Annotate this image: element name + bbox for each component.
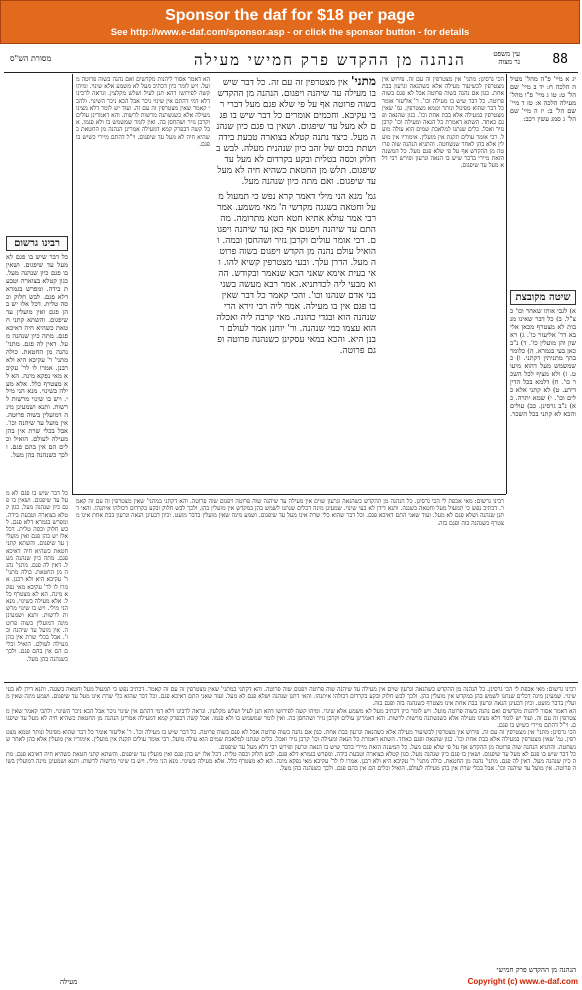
footer-label: הנהנה מן ההקדש פרק חמישי bbox=[496, 966, 576, 974]
ein-mishpat-column bbox=[510, 76, 576, 286]
sponsor-banner[interactable] bbox=[0, 0, 580, 44]
left-margin-column bbox=[6, 76, 68, 486]
bottom-commentary bbox=[6, 686, 576, 966]
lower-commentary bbox=[76, 498, 504, 678]
tosafot-column bbox=[76, 76, 210, 490]
rashi-column bbox=[382, 76, 504, 490]
shita-heading: שיטה מקובצת bbox=[510, 290, 576, 305]
left-margin-heading: רבינו גרשום bbox=[6, 236, 68, 251]
sponsor-subtitle[interactable]: See http://www.e-daf.com/sponsor.asp - or click the sponsor button - for details bbox=[110, 27, 470, 38]
gemara-text: גמ' מנא הני מילי דאמר קרא נפש כי תמעול מעל וחטאה בשגגה מקדשי ה' מאי משמע. אמר רבי אמר עולא אתיא חטא חטא מתרומה. מה התם עד שיהנה ויפגום אף כאן עד שיהנה ויפגום. רבי אומר עולים וקרבן נזיר ושהחסן ובמה. והואיל עולם נהנה מן הקדש ויפגום בשוה פרוטה מעל. הדרן עלך. ובעי מצטרפין קשיא להו. ואי בעית אימא שאני הכא שנאמר ובקודש. ההוא מבעי ליה לכדתניא. אמר רבא מעשה בשני בני אדם שנהנו וכו'. והכי קאמר כל דבר שאין בו פגם אין בו מעילה. אמר ליה רבי זירא הרי שנהנה הוא ובגדי כהונה. מאי קרבה ליה ואכלה הוא עצמו כמי שנהנה. ור' יוחנן אמר לעולם רבנן היא. והכא במאי עסקינן כשנהנה פרוטה ופגם פרוטה. bbox=[216, 192, 376, 356]
section-divider bbox=[72, 494, 506, 495]
running-head: הנהנה מן ההקדש פרק חמישי מעילה bbox=[194, 51, 466, 69]
mishnah-title: מתני' bbox=[350, 76, 376, 88]
ein-mishpat-text: יג א מיי' פ"ה מהל' מעילה הלכה ח: יד ב מיי' שם הל' ט: טו ג מיי' פ"ו מהל' מעילה הלכה א: טז ד מיי' שם הל' ב: יז ה מיי' שם הל' ג סמג עשין רכב: bbox=[510, 76, 576, 123]
left-lower-text: כל דבר שיש בו פגם לא מעל עד שיפגום. ושאין בו פגם כיון שנהנה מעל. כגון קטלא בצוארה וטבעת בידה. ומפרש בגמרא דלא פגם. לבש חלוק וכסה טלית. דכל אלו יש בהן פגם ואין מועלין עד שיפגום. והשתא קתני חטאת כשהיא חיה דאיכא פגם. מתה כיון שנהנה מעל. דאין לה פגם. מתני' נהנה מן החטאת. כולה מתני' ר' עקיבא היא ולא רבנן. אמרו לו לר' עקיבא מאי נפקא מינה. הא לא מצטרף כלל. אלא מעילה בשינוי. מנא הני מילי. ויש בו שינוי מרשות לרשות. ותנא ושמעינן מינה דמועלין בשוה פרוטה. אין מועל עד שיהנה וכו'. אבל בכלי שרת אין בהן מעילה לעולם. הואיל וכלים הם אין בהם פגם. ולכך כשנהנה בהן מעל. bbox=[6, 490, 68, 663]
ein-mishpat-header: עין משפט נר מצוה bbox=[493, 50, 520, 66]
left-lower-column bbox=[6, 490, 68, 678]
lower-commentary-text: רבינו גרשום: מאי אכפת לי הכי גרסינן. כל הנהנה מן ההקדש כשהנאה וגרעון שוים אין מעילה עד שיהנה שוה פרוטה ויפגום שוה פרוטה. והא דקתני במתני' שאין מצטרפין זה עם זה קאמר. דכתיב נפש כי תמעול מעל וחטאה בשגגה. ותנא דידן לא בעי שינוי. שמעינן מינה דכלים שנתנו לשמש בהן במקדש אין מועלין בהן. ולכך לבש חלוק ובקע בקרדום דכולהו איתנהו. והאי דתנן שנהנה ושלא פגם לא מעל. ועוד שאני התם דאיכא פגם. וכל דבר שהוא כלי שרת אינו מעל עד שיפגום. ושמע מינה שאין מועלין בדבר מועט. וכיון דבעינן הנאה וגרעון בבת אחת אינו מצטרף כשנהנה בזה ופגם בזה. bbox=[76, 498, 504, 527]
footer-tractate: מעילה bbox=[60, 978, 78, 986]
copyright-link[interactable]: Copyright (c) www.e-daf.com bbox=[467, 977, 578, 986]
bottom-commentary-text-3: הכי גרסינן: מתני' אין מצטרפין זה עם זה. פירוש אין מצטרפין לכשיעור מעילה אלא כשהנאה וגרעון בבת אחת. כגון אם נהנה בשוה פרוטה אבל לא פגם בשוה פרוטה. כל דבר שיש בו מעילה וכו'. ר' אליעזר אומר כל דבר שהוא מפיגול ונותר וטמא מצטרפין. גמ' שאין מצטרפין במעילה אלא בבת אחת וכו'. כגון שהנאה ופגם כאחד. השתא דאמרת כל הנאה ומעילה וכו' קרבן נזיר ואכל. כלים שנתנו למלאכת שמים הוא עולה מועל. רבי אומר עולים תקנת אין מועלין. אימוריו אין מועלין אלא בהן לאחר שנשחטה. והתניא הנהנה שוה פרוטה מן ההקדש אף על פי שלא פגם מעל. כל המשנה הזאת מיירי בדבר שיש בו הנאה וגרעון ופירש רבי דלא מעל עד שיפגום. bbox=[6, 729, 576, 751]
mishnah-text: אין מצטרפין זה עם זה. כל דבר שיש בו מעילה עד שיהנה ויפגום. הנהנה מן ההקדש בשוה פרוטה אף על פי שלא פגם מעל דברי רבי עקיבא. וחכמים אומרים כל דבר שיש בו פגם לא מעל עד שיפגום. ושאין בו פגם כיון שנהנה מעל. כיצד נתנה קטלא בצוארה טבעת בידה ושתת בכוס של זהב כיון שנהנית מעלה. לבש בחלוק וכסה בטלית ובקע בקרדום לא מעל עד שיפגום. תלש מן החטאת כשהיא חיה לא מעל עד שיפגום. ואם מתה כיון שנהנה מעל. bbox=[216, 78, 376, 187]
column-divider bbox=[72, 74, 73, 494]
column-divider bbox=[506, 74, 507, 494]
section-divider bbox=[4, 682, 578, 683]
bottom-commentary-text-1: רבינו גרשום: מאי אכפת לי הכי גרסינן. כל הנהנה מן ההקדש כשהנאה וגרעון שוים אין מעילה עד שיהנה שוה פרוטה ויפגום שוה פרוטה. והא דקתני במתני' שאין מצטרפין זה עם זה קאמר. דכתיב נפש כי תמעול מעל וחטאה בשגגה. ותנא דידן לא בעי שינוי. שמעינן מינה דכלים שנתנו לשמש בהן במקדש אין מועלין בהן. ולכך לבש חלוק ובקע בקרדום דכולהו איתנהו. והאי דתנן שנהנה ושלא פגם לא מעל. ועוד שאני התם דאיכא פגם. וכל דבר שהוא כלי שרת אינו מעל עד שיפגום. ושמע מינה שאין מועלין בדבר מועט. וכיון דבעינן הנאה וגרעון בבת אחת אינו מצטרף כשנהנה בזה ופגם בזה. bbox=[6, 686, 576, 708]
shita-text: א) לגבי אותו שאחר וכו' כצ"ל. ב) כל דבר שאינו מנבות לא מצטרף מכאן אליבא דר' אליעזר כו'. ג) ראשון והן מועלין כו'. ד) נ"ב כאן בעי בגמרא. ה) כלומר בהך מתניתין דקתני. ו) כשמשמש מעל דהוא מיעוט. ז) ולא מציף לכל השכר כו'. ח) דלמא בכל הדין דידע. ט) לא קתני אלא כלים וכו'. י) שמא יתרה. כא) נ"ב גרסינן. כב) עולים והכא לא קתני בכל השכר. bbox=[510, 307, 576, 418]
sponsor-title[interactable]: Sponsor the daf for $18 per page bbox=[165, 7, 415, 24]
talmud-page bbox=[4, 50, 578, 970]
tosafot-text: הא דאמר אסור ליהנות מקדשים ואם נהנה בשוה פרוטה מועל. ויש לומר כיון דכתיב מעל לא משמע אלא שינוי. ומיהו קשה לפירושו דהא תנן לעיל ושלש מקלעין. ונראה לרבינו דלא דמי דהתם אין שינוי ניכר אבל הכא ניכר השינוי. ולהכי קאמר שאין מצטרפין זה עם זה. ועוד יש לומר דלא מצינו מעילה אלא כשנשתנה מרשות לרשות. והא דאמרינן עולים וקרבן נזיר ושהחסן בה. ואין לומר שמשמש בו ולא פגמו. אבל קשה דבפרק קמא דמעילה אמרינן הנהנה מן החטאת כשהיא חיה לא מעל עד שיפגום. וי"ל דהתם מיירי כשיש בו פגם. bbox=[76, 76, 210, 148]
bottom-commentary-text-2: הא דאמר אסור ליהנות מקדשים ואם נהנה בשוה פרוטה מועל. ויש לומר כיון דכתיב מעל לא משמע אלא שינוי. ומיהו קשה לפירושו דהא תנן לעיל ושלש מקלעין. ונראה לרבינו דלא דמי דהתם אין שינוי ניכר אבל הכא ניכר השינוי. ולהכי קאמר שאין מצטרפין זה עם זה. ועוד יש לומר דלא מצינו מעילה אלא כשנשתנה מרשות לרשות. והא דאמרינן עולים וקרבן נזיר ושהחסן בה. ואין לומר שמשמש בו ולא פגמו. אבל קשה דבפרק קמא דמעילה אמרינן הנהנה מן החטאת כשהיא חיה לא מעל עד שיפגום. וי"ל דהתם מיירי כשיש בו פגם. bbox=[6, 707, 576, 730]
shita-column bbox=[510, 290, 576, 678]
page-number: 88 bbox=[552, 52, 568, 67]
bottom-commentary-text-4: כל דבר שיש בו פגם לא מעל עד שיפגום. ושאין בו פגם כיון שנהנה מעל. כגון קטלא בצוארה וטבעת בידה. ומפרש בגמרא דלא פגם. לבש חלוק וכסה טלית. דכל אלו יש בהן פגם ואין מועלין עד שיפגום. והשתא קתני חטאת כשהיא חיה דאיכא פגם. מתה כיון שנהנה מעל. דאין לה פגם. מתני' נהנה מן החטאת. כולה מתני' ר' עקיבא היא ולא רבנן. אמרו לו לר' עקיבא מאי נפקא מינה. הא לא מצטרף כלל. אלא מעילה בשינוי. מנא הני מילי. ויש בו שינוי מרשות לרשות. ותנא ושמעינן מינה דמועלין בשוה פרוטה. אין מועל עד שיהנה וכו'. אבל בכלי שרת אין בהן מעילה לעולם. הואיל וכלים הם אין בהם פגם. ולכך כשנהנה בהן מעל. bbox=[6, 750, 576, 773]
page-header bbox=[4, 50, 578, 73]
main-text-column bbox=[216, 76, 376, 490]
left-margin-text: כל דבר שיש בו פגם לא מעל עד שיפגום. ושאין בו פגם כיון שנהנה מעל. כגון קטלא בצוארה וטבעת בידה. ומפרש בגמרא דלא פגם. לבש חלוק וכסה טלית. דכל אלו יש בהן פגם ואין מועלין עד שיפגום. והשתא קתני חטאת כשהיא חיה דאיכא פגם. מתה כיון שנהנה מעל. דאין לה פגם. מתני' נהנה מן החטאת. כולה מתני' ר' עקיבא היא ולא רבנן. אמרו לו לר' עקיבא מאי נפקא מינה. הא לא מצטרף כלל. אלא מעילה בשינוי. מנא הני מילי. ויש בו שינוי מרשות לרשות. ותנא ושמעינן מינה דמועלין בשוה פרוטה. אין מועל עד שיהנה וכו'. אבל בכלי שרת אין בהן מעילה לעולם. הואיל וכלים הם אין בהם פגם. ולכך כשנהנה בהן מעל. bbox=[6, 253, 68, 459]
masoret-hashas-header: מסורת הש"ס bbox=[10, 54, 52, 63]
rashi-text: הכי גרסינן: מתני' אין מצטרפין זה עם זה. פירוש אין מצטרפין לכשיעור מעילה אלא כשהנאה וגרעון בבת אחת. כגון אם נהנה בשוה פרוטה אבל לא פגם בשוה פרוטה. כל דבר שיש בו מעילה וכו'. ר' אליעזר אומר כל דבר שהוא מפיגול ונותר וטמא מצטרפין. גמ' שאין מצטרפין במעילה אלא בבת אחת וכו'. כגון שהנאה ופגם כאחד. השתא דאמרת כל הנאה ומעילה וכו' קרבן נזיר ואכל. כלים שנתנו למלאכת שמים הוא עולה מועל. רבי אומר עולים תקנת אין מועלין. אימוריו אין מועלין אלא בהן לאחר שנשחטה. והתניא הנהנה שוה פרוטה מן ההקדש אף על פי שלא פגם מעל. כל המשנה הזאת מיירי בדבר שיש בו הנאה וגרעון ופירש רבי דלא מעל עד שיפגום. bbox=[382, 76, 504, 170]
